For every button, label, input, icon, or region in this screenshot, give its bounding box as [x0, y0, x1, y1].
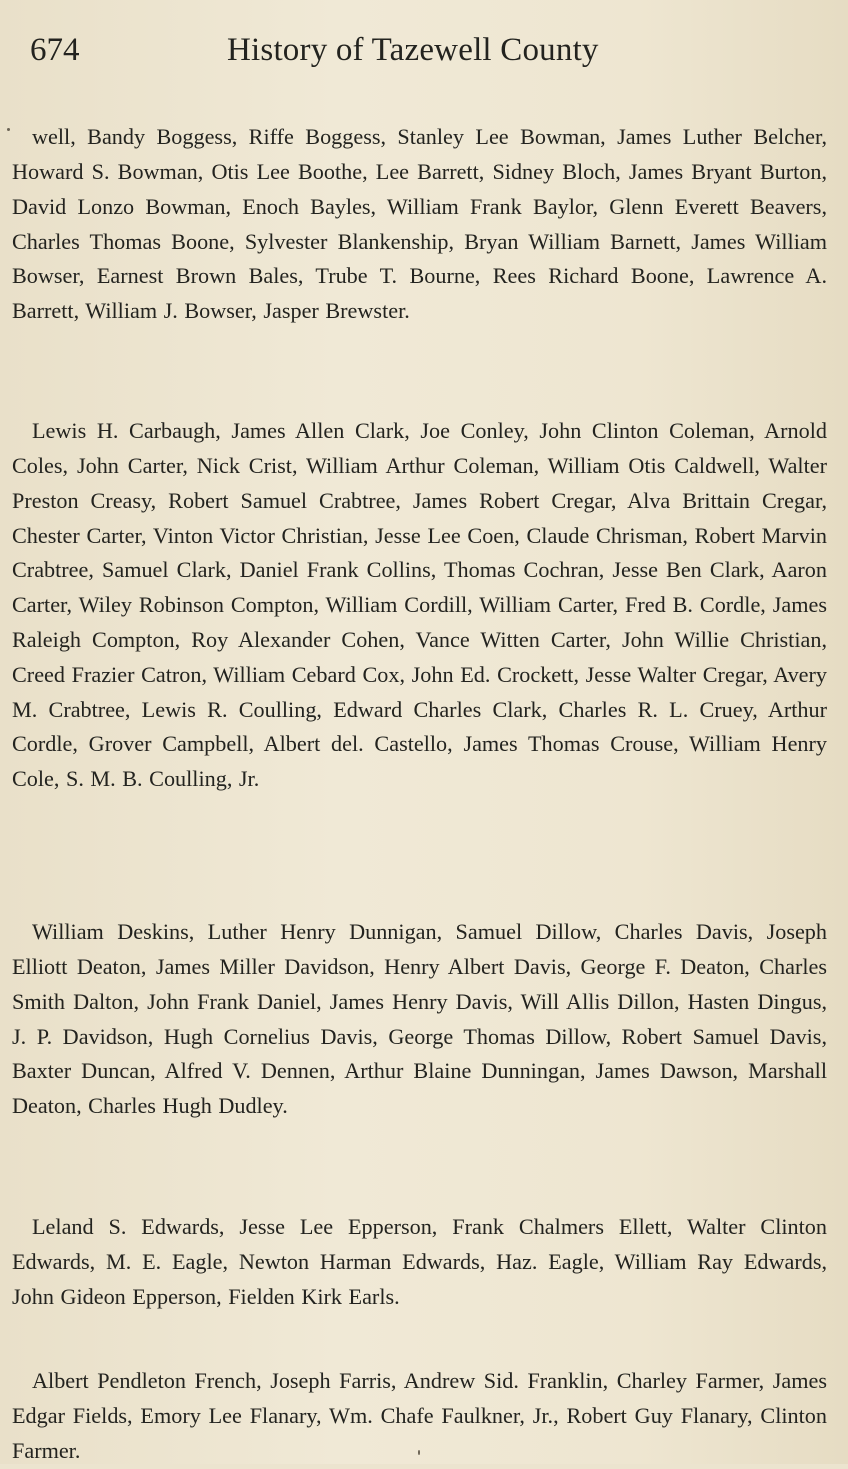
- paragraph-b-surnames: well, Bandy Boggess, Riffe Boggess, Stanley Lee Bowman, James Luther Belcher, Howard S. Bowman, Otis Lee Boothe, Lee Barrett, Sidney Bloch, James Bryant Burton, David Lonzo Bowman, Enoch Bayles, William Frank Baylor, Glenn Everett Beavers, Charles Thomas Boone, Sylvester Blankenship, Bryan William Barnett, James William Bowser, Earnest Brown Bales, Trube T. Bourne, Rees Richard Boone, Lawrence A. Barrett, William J. Bowser, Jasper Brewster.: [12, 124, 827, 324]
- paper-speck: [7, 128, 10, 131]
- paragraph-c-surnames: Lewis H. Carbaugh, James Allen Clark, Joe Conley, John Clinton Coleman, Arnold Coles, John Carter, Nick Crist, William Arthur Coleman, William Otis Caldwell, Walter Preston Creasy, Robert Samuel Crabtree, James Robert Cregar, Alva Brittain Cregar, Chester Carter, Vinton Victor Christian, Jesse Lee Coen, Claude Chrisman, Robert Marvin Crabtree, Samuel Clark, Daniel Frank Collins, Thomas Cochran, Jesse Ben Clark, Aaron Carter, Wiley Robinson Compton, William Cordill, William Carter, Fred B. Cordle, James Raleigh Compton, Roy Alexander Cohen, Vance Witten Carter, John Willie Christian, Creed Frazier Catron, William Cebard Cox, John Ed. Crockett, Jesse Walter Cregar, Avery M. Crabtree, Lewis R. Coulling, Edward Charles Clark, Charles R. L. Cruey, Arthur Cordle, Grover Campbell, Albert del. Castello, James Thomas Crouse, William Henry Cole, S. M. B. Coulling, Jr.: [12, 418, 827, 792]
- paragraph-e-surnames: Leland S. Edwards, Jesse Lee Epperson, Frank Chalmers Ellett, Walter Clinton Edwards, M. E. Eagle, Newton Harman Edwards, Haz. Eagle, William Ray Edwards, John Gideon Epperson, Fielden Kirk Earls.: [12, 1214, 827, 1309]
- page-number: 674: [30, 32, 80, 68]
- page-header: [30, 28, 830, 78]
- paper-speck: [418, 1450, 420, 1455]
- paragraph-f-surnames: Albert Pendleton French, Joseph Farris, Andrew Sid. Franklin, Charley Farmer, James Edgar Fields, Emory Lee Flanary, Wm. Chafe Faulkner, Jr., Robert Guy Flanary, Clinton Farmer.: [12, 1368, 827, 1463]
- paragraph-d-surnames: William Deskins, Luther Henry Dunnigan, Samuel Dillow, Charles Davis, Joseph Elliott Deaton, James Miller Davidson, Henry Albert Davis, George F. Deaton, Charles Smith Dalton, John Frank Daniel, James Henry Davis, Will Allis Dillon, Hasten Dingus, J. P. Davidson, Hugh Cornelius Davis, George Thomas Dillow, Robert Samuel Davis, Baxter Duncan, Alfred V. Dennen, Arthur Blaine Dunningan, James Dawson, Marshall Deaton, Charles Hugh Dudley.: [12, 919, 827, 1119]
- running-title: History of Tazewell County: [227, 32, 599, 68]
